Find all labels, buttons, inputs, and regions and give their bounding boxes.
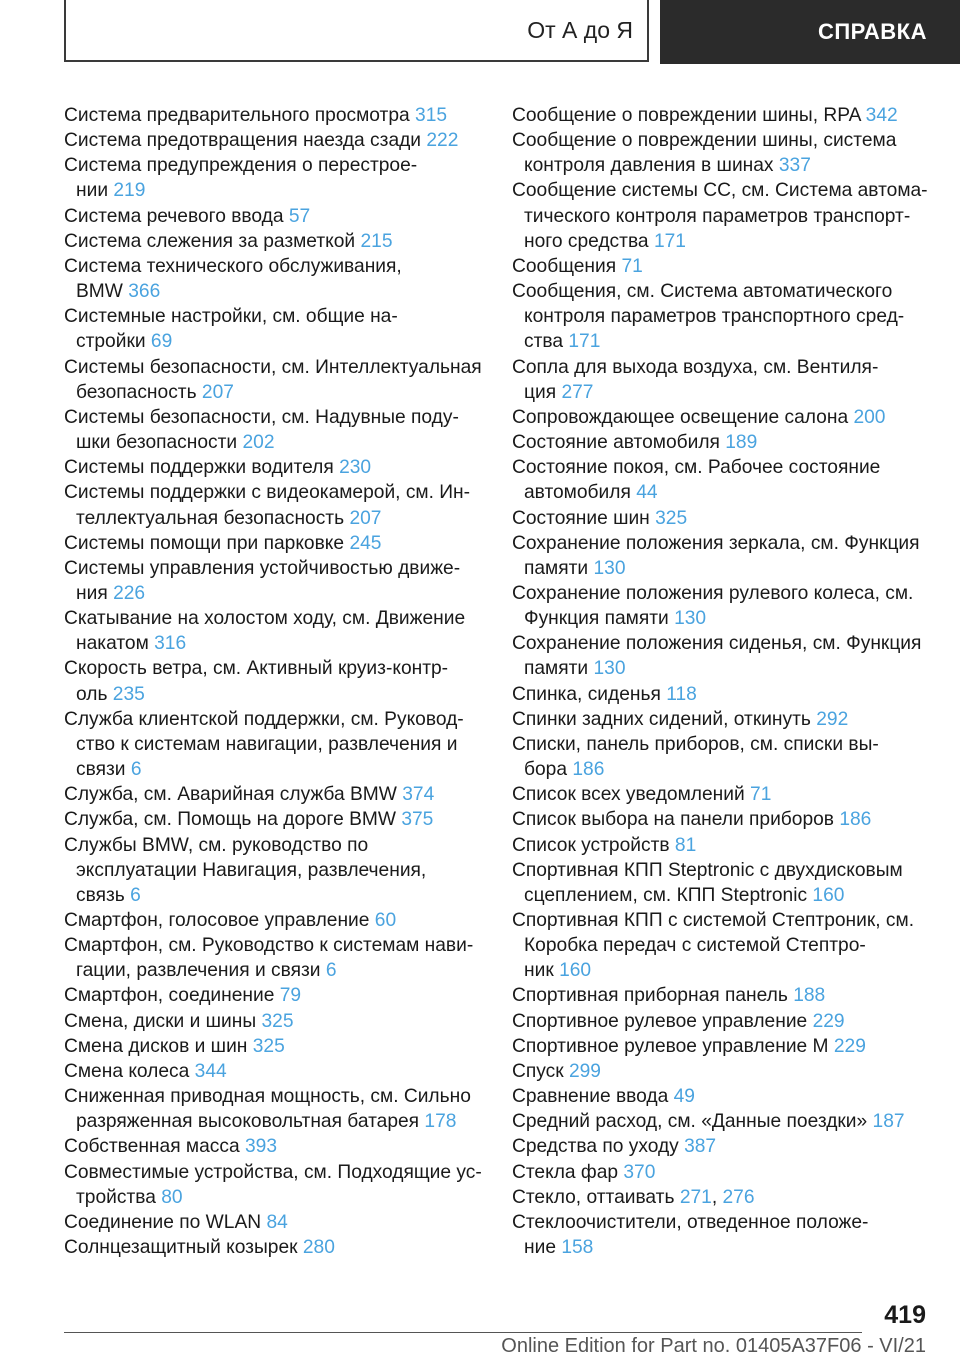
page-link[interactable]: 387: [684, 1136, 717, 1158]
index-entry: [64, 128, 484, 153]
page-link[interactable]: 57: [288, 205, 311, 227]
page-link[interactable]: 280: [302, 1237, 335, 1259]
entry-term: Состояние автомобиля: [512, 432, 720, 454]
entry-term: Смена, диски и шины: [64, 1010, 257, 1032]
index-entry: [64, 656, 484, 706]
entry-term: Средний расход, см. «Данные поездки»: [512, 1111, 868, 1133]
entry-term: Служба клиентской поддержки, см. Руковод- ство к системам навигации, развлечения и связи: [64, 708, 464, 781]
entry-term: Спортивная КПП с системой Стептроник, см. Коробка передач с системой Стептро- ник: [512, 910, 915, 982]
entry-term: Солнцезащитный козырек: [64, 1237, 298, 1259]
page-link[interactable]: 71: [621, 255, 643, 277]
page-link[interactable]: 374: [402, 784, 435, 806]
index-entry: [64, 304, 484, 354]
index-entry: [64, 1009, 484, 1034]
page-link[interactable]: 171: [568, 331, 601, 353]
index-entry: [512, 833, 932, 858]
index-entry: [64, 833, 484, 908]
index-entry: [64, 606, 484, 656]
index-entry: [512, 782, 932, 807]
page-link[interactable]: 44: [636, 482, 658, 504]
entry-term: Системные настройки, см. общие на- стройки: [64, 306, 398, 353]
index-entry: [64, 1059, 484, 1084]
index-entry: [512, 1109, 932, 1134]
chapter-title: СПРАВКА: [817, 19, 927, 44]
index-entry: [64, 229, 484, 254]
entry-term: Смартфон, голосовое управление: [64, 910, 370, 931]
page-link[interactable]: 6: [325, 960, 337, 982]
entry-term: Сохранение положения сиденья, см. Функция памяти: [512, 633, 922, 680]
entry-term: Системы поддержки водителя: [64, 457, 334, 479]
entry-term: Система технического обслуживания, BMW: [64, 255, 402, 303]
index-entry: [512, 1009, 932, 1034]
entry-term: Сообщение о повреждении шины, RPA: [512, 105, 861, 126]
page-link[interactable]: 393: [244, 1136, 277, 1158]
page-link[interactable]: 71: [750, 784, 772, 806]
footer-divider: [64, 1332, 862, 1333]
entry-term: Спортивная КПП Steptronic с двухдисковым сцеплением, см. КПП Steptronic: [512, 859, 903, 906]
page-link[interactable]: 325: [655, 507, 688, 529]
entry-term: Скатывание на холостом ходу, см. Движение накатом: [64, 608, 466, 655]
index-entry: [512, 178, 932, 253]
entry-term: Список всех уведомлений: [512, 784, 745, 806]
index-entry: [512, 1059, 932, 1084]
index-entry: [64, 355, 484, 405]
entry-term: Системы безопасности, см. Надувные поду- шки безопасности: [64, 406, 459, 454]
page-link[interactable]: 130: [674, 608, 707, 630]
page-link[interactable]: 49: [673, 1086, 695, 1108]
page-link[interactable]: 316: [154, 633, 187, 655]
page-link[interactable]: 130: [593, 658, 626, 680]
index-entry: [64, 103, 484, 128]
index-entry: [64, 1034, 484, 1059]
index-entry: [64, 405, 484, 455]
page-link[interactable]: 337: [778, 155, 811, 177]
page-link[interactable]: 60: [374, 910, 397, 931]
section-title: От А до Я: [527, 16, 633, 43]
page-link[interactable]: 271: [679, 1186, 712, 1208]
index-entry: [512, 1034, 932, 1059]
index-entry: [512, 1160, 932, 1185]
footer-text: Online Edition for Part no. 01405A37F06 - VI/21: [501, 1335, 926, 1357]
entry-term: Список устройств: [512, 834, 670, 856]
index-entry: [64, 455, 484, 480]
entry-term: Состояние покоя, см. Рабочее состояние автомобиля: [512, 457, 881, 504]
page-link[interactable]: 245: [349, 532, 382, 554]
page-link[interactable]: 171: [653, 230, 686, 252]
entry-term: Смена дисков и шин: [64, 1035, 248, 1057]
page-link[interactable]: 344: [194, 1060, 227, 1082]
entry-term: Спуск: [512, 1060, 564, 1082]
entry-term: Сообщение системы CC, см. Система автома- тического контроля параметров транспорт- ного средства: [512, 180, 928, 252]
entry-term: Спинки задних сидений, откинуть: [512, 708, 811, 730]
index-entry: [512, 455, 932, 505]
entry-term: Сопровождающее освещение салона: [512, 406, 849, 428]
index-entry: [512, 1210, 932, 1260]
entry-term: Спинка, сиденья: [512, 683, 661, 705]
index-entry: [512, 355, 932, 405]
index-entry: [64, 983, 484, 1008]
page-link[interactable]: 81: [674, 834, 697, 856]
page-link[interactable]: 222: [426, 130, 459, 152]
entry-term: Стекло, оттаивать: [512, 1186, 675, 1208]
page-link[interactable]: 325: [252, 1035, 285, 1057]
index-entry: [64, 933, 484, 983]
index-entry: [512, 581, 932, 631]
entry-term: Смартфон, см. Руководство к системам нави- гации, развлечения и связи: [64, 935, 474, 982]
page-link[interactable]: 69: [150, 331, 173, 353]
page-link[interactable]: 188: [793, 985, 826, 1007]
entry-term: Служба, см. Аварийная служба BMW: [64, 784, 397, 806]
page-link[interactable]: 118: [666, 683, 697, 705]
page-link[interactable]: 80: [161, 1186, 183, 1208]
entry-term: Системы безопасности, см. Интеллектуальная безопасность: [64, 356, 482, 403]
page-link[interactable]: 79: [279, 985, 302, 1007]
page-link[interactable]: 158: [561, 1237, 594, 1259]
entry-term: Стекла фар: [512, 1161, 619, 1183]
entry-term: Спортивное рулевое управление M: [512, 1035, 829, 1057]
index-entry: [64, 254, 484, 304]
page-link[interactable]: 370: [623, 1161, 656, 1183]
entry-term: Сообщения, см. Система автоматического контроля параметров транспортного сред- ства: [512, 281, 905, 353]
index-column-right: [512, 103, 932, 1260]
page-link[interactable]: 6: [130, 759, 142, 781]
index-entry: Стекло, оттаивать 271, 276: [512, 1186, 755, 1208]
entry-term: Сниженная приводная мощность, см. Сильно разряженная высоковольтная батарея: [64, 1086, 471, 1133]
page-link[interactable]: 202: [242, 432, 275, 454]
entry-term: Смена колеса: [64, 1060, 190, 1082]
page-link[interactable]: 6: [130, 884, 141, 906]
entry-term: Стеклоочистители, отведенное положе- ние: [512, 1211, 869, 1259]
chapter-tab: [660, 0, 960, 64]
entry-term: Собственная масса: [64, 1136, 240, 1158]
page-link[interactable]: 325: [261, 1010, 294, 1032]
index-entry: [64, 204, 484, 229]
page-link[interactable]: 342: [865, 105, 898, 126]
entry-term: Система слежения за разметкой: [64, 230, 356, 252]
index-entry: [512, 279, 932, 354]
page-link[interactable]: 229: [833, 1035, 866, 1057]
entry-term: Соединение по WLAN: [64, 1211, 262, 1233]
page-link[interactable]: 207: [201, 381, 234, 403]
entry-term: Система предотвращения наезда сзади: [64, 130, 422, 152]
page-link[interactable]: 200: [853, 406, 886, 428]
page-link[interactable]: 229: [812, 1010, 845, 1032]
entry-term: Средства по уходу: [512, 1136, 679, 1158]
index-entry: [64, 556, 484, 606]
entry-term: Списки, панель приборов, см. списки вы- бора: [512, 733, 879, 781]
index-entry: [64, 1134, 484, 1159]
index-entry: [64, 1210, 484, 1235]
page-number: 419: [884, 1301, 926, 1329]
entry-term: Сохранение положения рулевого колеса, см. Функция памяти: [512, 582, 914, 630]
page-link[interactable]: 207: [349, 507, 382, 529]
index-entry: [64, 1235, 484, 1260]
entry-term: Сообщения: [512, 255, 617, 277]
entry-term: Системы управления устойчивостью движе- ния: [64, 557, 461, 604]
page-link[interactable]: 292: [816, 708, 849, 730]
index-entry: [64, 707, 484, 782]
page-link[interactable]: 189: [725, 432, 758, 454]
page-link[interactable]: 219: [113, 180, 146, 202]
page-link[interactable]: 366: [128, 281, 161, 303]
entry-term: Сообщение о повреждении шины, система контроля давления в шинах: [512, 130, 897, 177]
index-entry: [64, 908, 484, 933]
entry-term: Спортивная приборная панель: [512, 985, 788, 1007]
index-entry: [512, 807, 932, 832]
index-entry: [64, 480, 484, 530]
index-entry: [512, 682, 932, 707]
entry-term: Система речевого ввода: [64, 205, 284, 227]
entry-term: Сопла для выхода воздуха, см. Вентиля- ция: [512, 356, 879, 403]
entry-term: Служба, см. Помощь на дороге BMW: [64, 809, 396, 831]
page-link[interactable]: 160: [559, 960, 592, 982]
entry-term: Скорость ветра, см. Активный круиз-контр- оль: [64, 658, 449, 705]
index-entry: [64, 1160, 484, 1210]
page-link[interactable]: 178: [424, 1111, 457, 1133]
page-link[interactable]: 187: [872, 1111, 905, 1133]
entry-term: Системы поддержки с видеокамерой, см. Ин- теллектуальная безопасность: [64, 482, 471, 529]
index-entry: [512, 531, 932, 581]
index-entry: [64, 531, 484, 556]
index-entry: [64, 782, 484, 807]
index-entry: [512, 430, 932, 455]
index-entry: [512, 103, 932, 128]
index-entry: [512, 1084, 932, 1109]
page-link[interactable]: 84: [266, 1211, 288, 1233]
index-entry: [64, 153, 484, 203]
page-link[interactable]: 226: [113, 582, 146, 604]
entry-term: Системы помощи при парковке: [64, 532, 345, 554]
page-link[interactable]: 276: [722, 1186, 755, 1208]
index-entry: [512, 858, 932, 908]
page-link[interactable]: 186: [839, 809, 872, 831]
index-entry: [64, 1084, 484, 1134]
page-link[interactable]: 277: [561, 381, 594, 403]
index-entry: [512, 983, 932, 1008]
entry-term: Совместимые устройства, см. Подходящие ус- тройства: [64, 1161, 482, 1208]
entry-term: Службы BMW, см. руководство по эксплуатации Навигация, развлечения, связь: [64, 834, 427, 906]
page-link[interactable]: 160: [812, 884, 845, 906]
index-entry: [512, 908, 932, 983]
page-link[interactable]: 375: [401, 809, 434, 831]
page-link[interactable]: 235: [112, 683, 145, 705]
index-entry: [512, 631, 932, 681]
index-entry: [512, 506, 932, 531]
entry-term: Сохранение положения зеркала, см. Функция памяти: [512, 532, 920, 579]
page-link[interactable]: 230: [339, 457, 372, 479]
page-link[interactable]: 130: [593, 557, 626, 579]
entry-term: Спортивное рулевое управление: [512, 1010, 808, 1032]
index-entry: [512, 1134, 932, 1159]
entry-term: Список выбора на панели приборов: [512, 809, 834, 831]
index-entry: [512, 128, 932, 178]
index-entry: [512, 707, 932, 732]
page-link[interactable]: 215: [360, 230, 393, 252]
entry-term: Сравнение ввода: [512, 1086, 669, 1108]
entry-term: Смартфон, соединение: [64, 985, 275, 1007]
index-column-left: [64, 103, 484, 1260]
entry-term: Система предупреждения о перестрое- нии: [64, 155, 418, 202]
entry-term: Состояние шин: [512, 507, 650, 529]
page-link[interactable]: 299: [568, 1060, 601, 1082]
page-link[interactable]: 315: [415, 105, 448, 126]
page-link[interactable]: 186: [572, 759, 605, 781]
index-entry: [64, 807, 484, 832]
index-entry: [512, 732, 932, 782]
index-entry: [512, 405, 932, 430]
index-entry: [512, 254, 932, 279]
section-tab: [64, 0, 649, 62]
entry-term: Система предварительного просмотра: [64, 105, 410, 126]
